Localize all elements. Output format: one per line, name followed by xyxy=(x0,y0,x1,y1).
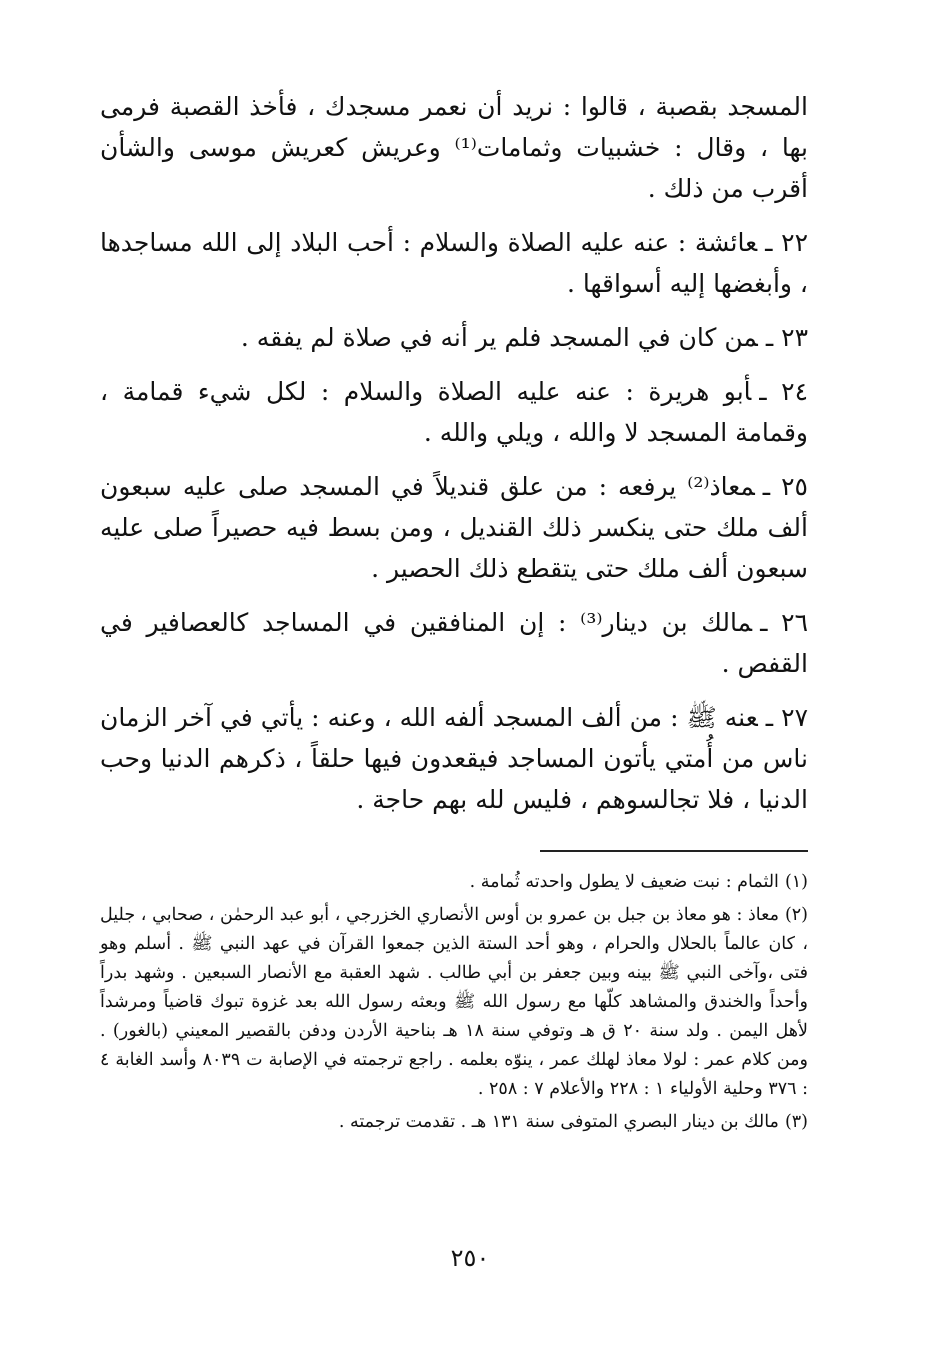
entry-number: ٢٧ ـ xyxy=(765,703,808,732)
footnote-text: مالك بن دينار البصري المتوفى سنة ١٣١ هـ . تقدمت ترجمته . xyxy=(338,1112,779,1132)
entry-25 xyxy=(100,466,808,589)
entry-23 xyxy=(100,317,808,358)
entry-number: ٢٣ ـ xyxy=(765,323,808,352)
entry-text: عنه ﷺ : من ألف المسجد ألفه الله ، وعنه : يأتي في آخر الزمان ناس من أُمتي يأتون المساجد فيقعدون فيها حلقاً ، ذكرهم الدنيا وحب الدنيا ، فلا تجالسوهم ، فليس لله بهم حاجة . xyxy=(100,703,808,814)
footnote-mark: (٣) xyxy=(784,1112,808,1132)
entry-text: معاذ⁽²⁾ يرفعه : من علق قنديلاً في المسجد صلى عليه سبعون ألف ملك حتى ينكسر ذلك القنديل ، ومن بسط فيه حصيراً صلى عليه سبعون ألف ملك حتى يتقطع ذلك الحصير . xyxy=(100,472,808,583)
page-body xyxy=(100,86,808,1141)
entry-text: عائشة : عنه عليه الصلاة والسلام : أحب البلاد إلى الله مساجدها ، وأبغضها إليه أسواقها . xyxy=(100,228,808,298)
entry-number: ٢٢ ـ xyxy=(765,228,808,257)
entry-26 xyxy=(100,602,808,684)
entry-text: مالك بن دينار⁽³⁾ : إن المنافقين في المساجد كالعصافير في القفص . xyxy=(100,608,808,678)
entry-24 xyxy=(100,371,808,453)
entry-text: من كان في المسجد فلم ير أنه في صلاة لم يفقه . xyxy=(240,323,758,352)
footnote-3 xyxy=(100,1108,808,1137)
entry-22 xyxy=(100,222,808,304)
footnote-mark: (١) xyxy=(784,872,808,892)
footnote-2 xyxy=(100,901,808,1104)
page-number: ٢٥٠ xyxy=(450,1244,490,1272)
footnotes xyxy=(100,868,808,1137)
entry-27 xyxy=(100,697,808,820)
footnote-1 xyxy=(100,868,808,897)
entry-number: ٢٤ ـ xyxy=(759,377,808,406)
entry-text: أبو هريرة : عنه عليه الصلاة والسلام : لكل شيء قمامة ، وقمامة المسجد لا والله ، ويلي والله . xyxy=(100,377,808,447)
entry-number: ٢٦ ـ xyxy=(760,608,809,637)
footnote-text: معاذ : هو معاذ بن جبل بن عمرو بن أوس الأنصاري الخزرجي ، أبو عبد الرحمٰن ، صحابي ، جليل ، كان عالماً بالحلال والحرام ، وهو أحد الستة الذين جمعوا القرآن في عهد النبي ﷺ . أسلم وهو فتى ،وآخى النبي ﷺ بينه وبين جعفر بن أبي طالب . شهد العقبة مع الأنصار السبعين . وشهد بدراً وأحداً والخندق والمشاهد كلّها مع رسول الله ﷺ وبعثه رسول الله بعد غزوة تبوك قاضياً ومرشداً لأهل اليمن . ولد سنة ٢٠ ق هـ وتوفي سنة ١٨ هـ بناحية الأردن ودفن بالقصير المعيني (بالغور) . ومن كلام عمر : لولا معاذ لهلك عمر ، ينوّه بعلمه . راجع ترجمته في الإصابة ت ٨٠٣٩ وأسد الغابة ٤ : ٣٧٦ وحلية الأولياء ١ : ٢٢٨ والأعلام ٧ : ٢٥٨ . xyxy=(100,905,809,1099)
footnote-divider xyxy=(540,850,808,852)
intro-paragraph: المسجد بقصبة ، قالوا : نريد أن نعمر مسجدك ، فأخذ القصبة فرمى بها ، وقال : خشبيات وثمامات⁽¹⁾ وعريش كعريش موسى والشأن أقرب من ذلك . xyxy=(100,92,808,203)
footnote-mark: (٢) xyxy=(784,905,808,925)
entry-number: ٢٥ ـ xyxy=(762,472,808,501)
footnote-text: الثمام : نبت ضعيف لا يطول واحدته ثُمامة . xyxy=(469,872,779,892)
